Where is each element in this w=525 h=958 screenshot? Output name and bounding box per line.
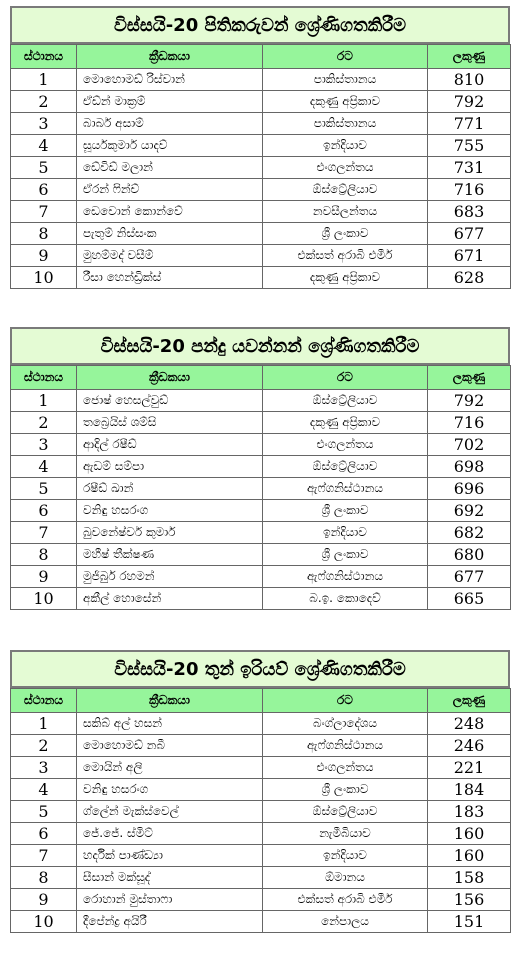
rank-cell: 3 [11,757,77,779]
player-cell: දීපේන්ද්‍ර අයිරී [77,911,263,933]
bowling-rankings-section [10,327,510,610]
batting-rankings-section [10,6,510,289]
player-cell: පැතුම් නිස්සංක [77,223,263,245]
table-row [11,456,511,478]
points-cell: 160 [428,845,511,867]
country-cell: ශ්‍රී ලංකාව [263,500,428,522]
player-cell: සීසාන් මක්සූද් [77,867,263,889]
country-cell: එක්සත් අරාබි එමීර් [263,889,428,911]
points-cell: 160 [428,823,511,845]
table-row [11,157,511,179]
table-row [11,478,511,500]
player-cell: ඩෙවොන් කොන්වේ [77,201,263,223]
player-cell: සූර්යකුමාර් යාදව් [77,135,263,157]
rank-cell: 4 [11,779,77,801]
header-country: රට [263,366,428,390]
table-row [11,566,511,588]
country-cell: බ.ඉ. කොදෙව් [263,588,428,610]
header-row [11,45,511,69]
rank-cell: 5 [11,801,77,823]
country-cell: දකුණු අප්‍රිකාව [263,267,428,289]
table-row [11,179,511,201]
player-cell: වනිඳු හසරංග [77,500,263,522]
header-row [11,366,511,390]
player-cell: මහීෂ් තීක්ෂණ [77,544,263,566]
player-cell: මොහොමඩ් රිස්වාන් [77,69,263,91]
table-row [11,757,511,779]
points-cell: 151 [428,911,511,933]
rank-cell: 7 [11,201,77,223]
country-cell: දකුණු අප්‍රිකාව [263,412,428,434]
rank-cell: 10 [11,588,77,610]
player-cell: ඒඩ්න් මාක්‍රම් [77,91,263,113]
player-cell: අකීල් හොසේන් [77,588,263,610]
player-cell: තබ්‍රෙයිස් ශම්සි [77,412,263,434]
table-row [11,801,511,823]
points-cell: 628 [428,267,511,289]
points-cell: 671 [428,245,511,267]
points-cell: 184 [428,779,511,801]
table-row [11,889,511,911]
ranking-table [10,688,511,933]
points-cell: 696 [428,478,511,500]
rank-cell: 8 [11,867,77,889]
table-row [11,135,511,157]
country-cell: ඉන්දියාව [263,135,428,157]
country-cell: පාකිස්තානය [263,69,428,91]
rank-cell: 6 [11,823,77,845]
points-cell: 702 [428,434,511,456]
table-row [11,588,511,610]
table-row [11,412,511,434]
table-row [11,713,511,735]
country-cell: ඕස්ට්‍රේලියාව [263,801,428,823]
ranking-title: විස්සයි-20 පිතිකරුවන් ශ්‍රේණිගතකිරීම [10,6,510,44]
country-cell: ඇෆ්ගනිස්ථානය [263,735,428,757]
points-cell: 665 [428,588,511,610]
table-row [11,735,511,757]
rank-cell: 5 [11,157,77,179]
points-cell: 221 [428,757,511,779]
country-cell: ඕමානය [263,867,428,889]
rank-cell: 9 [11,889,77,911]
player-cell: මුජිබුර් රහමන් [77,566,263,588]
header-country: රට [263,45,428,69]
header-points: ලකුණු [428,689,511,713]
table-row [11,267,511,289]
points-cell: 810 [428,69,511,91]
rank-cell: 10 [11,267,77,289]
player-cell: රෂීඩ් ඛාන් [77,478,263,500]
table-row [11,522,511,544]
header-player: ක්‍රීඩකයා [77,366,263,390]
rank-cell: 7 [11,522,77,544]
country-cell: ශ්‍රී ලංකාව [263,223,428,245]
table-row [11,867,511,889]
country-cell: ඇෆ්ගනිස්ථානය [263,478,428,500]
table-row [11,823,511,845]
country-cell: ශ්‍රී ලංකාව [263,779,428,801]
country-cell: දකුණු අප්‍රිකාව [263,91,428,113]
country-cell: ඕස්ට්‍රේලියාව [263,456,428,478]
country-cell: ඇෆ්ගනිස්ථානය [263,566,428,588]
header-rank: ස්ථානය [11,689,77,713]
table-row [11,223,511,245]
country-cell: ඕස්ට්‍රේලියාව [263,179,428,201]
header-player: ක්‍රීඩකයා [77,689,263,713]
rank-cell: 9 [11,566,77,588]
country-cell: එංගලන්තය [263,434,428,456]
table-row [11,390,511,412]
points-cell: 682 [428,522,511,544]
player-cell: රොහාන් මුස්තාෆා [77,889,263,911]
player-cell: ඒරන් ෆින්ච් [77,179,263,201]
rank-cell: 4 [11,135,77,157]
rank-cell: 10 [11,911,77,933]
country-cell: ඕස්ට්‍රේලියාව [263,390,428,412]
player-cell: ආදිල් රෂීඩ් [77,434,263,456]
table-row [11,544,511,566]
header-country: රට [263,689,428,713]
header-row [11,689,511,713]
rank-cell: 1 [11,713,77,735]
player-cell: බාබර් අසාම් [77,113,263,135]
table-row [11,434,511,456]
points-cell: 183 [428,801,511,823]
table-row [11,500,511,522]
player-cell: ඩේවිඩ් මලාන් [77,157,263,179]
header-points: ලකුණු [428,45,511,69]
rank-cell: 5 [11,478,77,500]
points-cell: 771 [428,113,511,135]
rank-cell: 4 [11,456,77,478]
ranking-table [10,44,511,289]
table-row [11,845,511,867]
rank-cell: 3 [11,434,77,456]
country-cell: ඉන්දියාව [263,522,428,544]
player-cell: ජේ.ජේ. ස්මිට් [77,823,263,845]
points-cell: 755 [428,135,511,157]
ranking-table [10,365,511,610]
points-cell: 158 [428,867,511,889]
header-player: ක්‍රීඩකයා [77,45,263,69]
points-cell: 246 [428,735,511,757]
table-row [11,69,511,91]
points-cell: 716 [428,412,511,434]
ranking-title: විස්සයි-20 තුන් ඉරියව් ශ්‍රේණිගතකිරීම [10,650,510,688]
rank-cell: 1 [11,390,77,412]
header-points: ලකුණු [428,366,511,390]
rank-cell: 2 [11,412,77,434]
header-rank: ස්ථානය [11,366,77,390]
table-row [11,91,511,113]
allrounder-rankings-section [10,650,510,933]
player-cell: සකිබ් අල් හසන් [77,713,263,735]
points-cell: 156 [428,889,511,911]
player-cell: හර්දික් පාණ්ඩ්‍යා [77,845,263,867]
table-row [11,113,511,135]
rank-cell: 9 [11,245,77,267]
country-cell: නේපාලය [263,911,428,933]
rank-cell: 6 [11,500,77,522]
points-cell: 248 [428,713,511,735]
rank-cell: 8 [11,223,77,245]
points-cell: 716 [428,179,511,201]
player-cell: බුවනේෂ්වර් කුමාර් [77,522,263,544]
points-cell: 680 [428,544,511,566]
player-cell: ග්ලේන් මැක්ස්වෙල් [77,801,263,823]
player-cell: මුහම්මද් වසීම් [77,245,263,267]
player-cell: වනිඳු හසරංග [77,779,263,801]
country-cell: පාකිස්තානය [263,113,428,135]
table-row [11,245,511,267]
rank-cell: 8 [11,544,77,566]
country-cell: නැමීබියාව [263,823,428,845]
player-cell: ජොෂ් හෙසල්වුඩ් [77,390,263,412]
rank-cell: 3 [11,113,77,135]
country-cell: එංගලන්තය [263,757,428,779]
points-cell: 677 [428,566,511,588]
country-cell: ඉන්දියාව [263,845,428,867]
points-cell: 677 [428,223,511,245]
points-cell: 731 [428,157,511,179]
rank-cell: 2 [11,735,77,757]
rank-cell: 6 [11,179,77,201]
rank-cell: 7 [11,845,77,867]
table-row [11,779,511,801]
player-cell: මොහොමඩ් නබී [77,735,263,757]
country-cell: එංගලන්තය [263,157,428,179]
rank-cell: 2 [11,91,77,113]
country-cell: එක්සත් අරාබි එමීර් [263,245,428,267]
country-cell: නවසීලන්තය [263,201,428,223]
points-cell: 792 [428,390,511,412]
player-cell: ඇඩම් සම්පා [77,456,263,478]
ranking-title: විස්සයි-20 පන්දු යවන්නන් ශ්‍රේණිගතකිරීම [10,327,510,365]
header-rank: ස්ථානය [11,45,77,69]
points-cell: 683 [428,201,511,223]
table-row [11,911,511,933]
country-cell: ශ්‍රී ලංකාව [263,544,428,566]
points-cell: 698 [428,456,511,478]
player-cell: මොයින් අලි [77,757,263,779]
rank-cell: 1 [11,69,77,91]
country-cell: බංග්ලාදේශය [263,713,428,735]
player-cell: රීසා හෙන්ඩ්‍රික්ස් [77,267,263,289]
table-row [11,201,511,223]
points-cell: 792 [428,91,511,113]
points-cell: 692 [428,500,511,522]
